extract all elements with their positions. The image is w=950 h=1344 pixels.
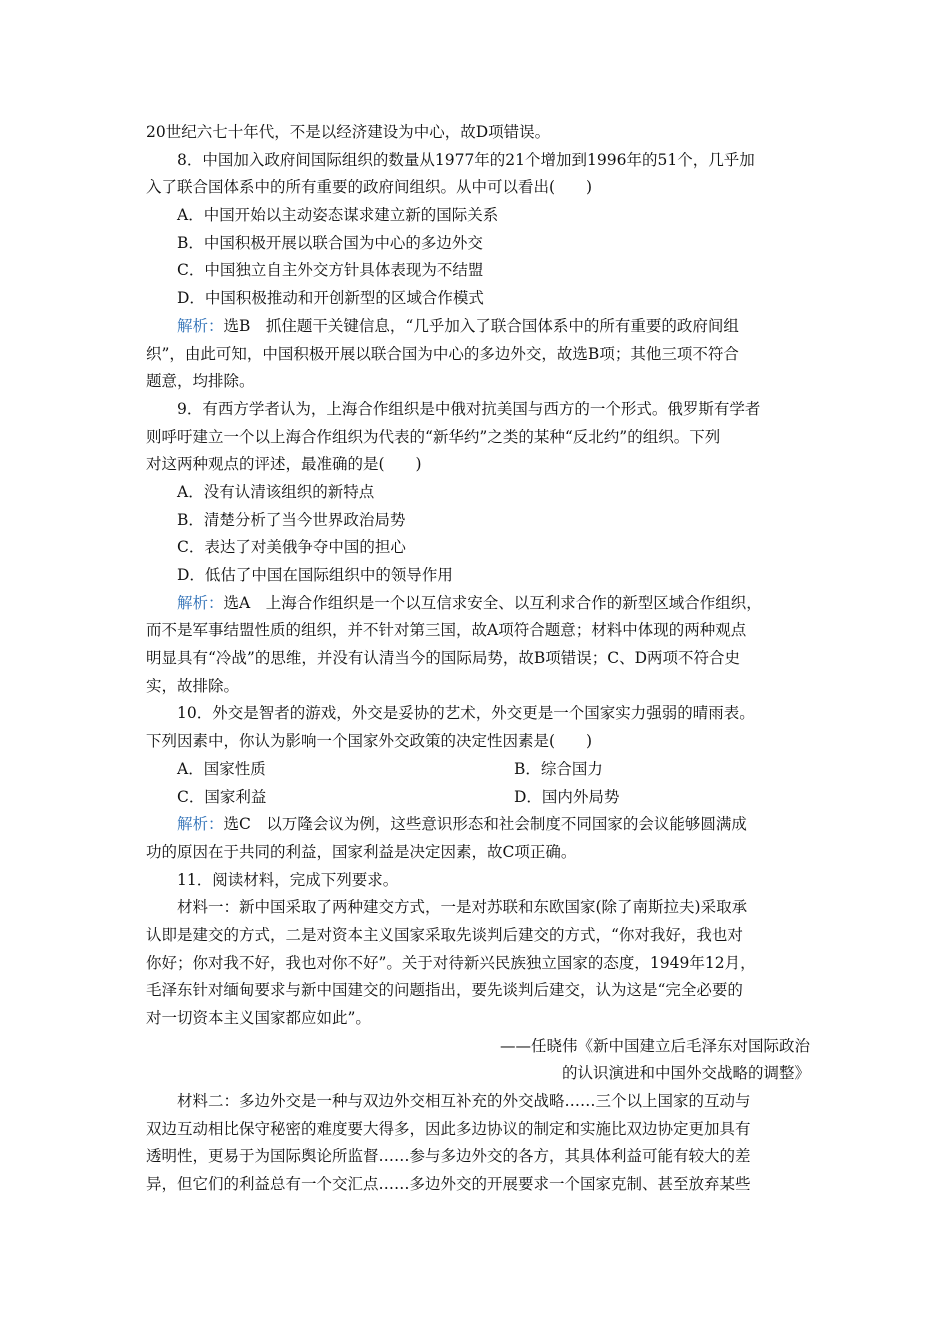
q8-option-c: C．中国独立自主外交方针具体表现为不结盟 [177, 261, 484, 280]
question-8 [146, 147, 814, 396]
q11-material-1-line: 材料一：新中国采取了两种建交方式，一是对苏联和东欧国家(除了南斯拉夫)采取承 [177, 898, 748, 917]
q10-option-d: D．国内外局势 [514, 787, 620, 806]
q9-option-a: A．没有认清该组织的新特点 [177, 482, 375, 501]
document-page [146, 119, 814, 1199]
q11-material-1-source: ——任晓伟《新中国建立后毛泽东对国际政治 [499, 1036, 810, 1055]
q9-analysis-text: 选A 上海合作组织是一个以互信求安全、以互利求合作的新型区域合作组织， [223, 593, 762, 612]
analysis-label: 解析： [177, 815, 224, 834]
q8-analysis-line [146, 313, 814, 341]
q9-analysis-line: 实，故排除。 [146, 676, 240, 695]
q8-analysis-line: 题意，均排除。 [146, 372, 255, 391]
question-11 [146, 867, 814, 1199]
q10-stem-line: 10．外交是智者的游戏，外交是妥协的艺术，外交更是一个国家实力强弱的晴雨表。 [177, 704, 755, 723]
q8-stem-line: 入了联合国体系中的所有重要的政府间组织。从中可以看出( ) [146, 178, 593, 197]
q10-options-row [146, 784, 814, 812]
q10-analysis-text: 选C 以万隆会议为例，这些意识形态和社会制度不同国家的会议能够圆满成 [223, 815, 747, 834]
q11-material-2-line: 透明性，更易于为国际舆论所监督……参与多边外交的各方，其具体利益可能有较大的差 [146, 1147, 751, 1166]
q11-material-2-line: 双边互动相比保守秘密的难度要大得多，因此多边协议的制定和实施比双边协定更加具有 [146, 1119, 751, 1138]
q10-option-b: B．综合国力 [514, 759, 603, 778]
analysis-label: 解析： [177, 593, 224, 612]
q9-analysis-line: 明显具有“冷战”的思维，并没有认清当今的国际局势，故B项错误；C、D两项不符合史 [146, 649, 741, 668]
q9-stem-line: 则呼吁建立一个以上海合作组织为代表的“新华约”之类的某种“反北约”的组织。下列 [146, 427, 721, 446]
q9-stem-line: 对这两种观点的评述，最准确的是( ) [146, 455, 422, 474]
q9-option-d: D．低估了中国在国际组织中的领导作用 [177, 566, 453, 584]
question-9 [146, 396, 814, 701]
q11-material-2-line: 异，但它们的利益总有一个交汇点……多边外交的开展要求一个国家克制、甚至放弃某些 [146, 1175, 751, 1194]
q11-material-1-line: 对一切资本主义国家都应如此”。 [146, 1009, 371, 1027]
q11-material-1-line: 认即是建交的方式，二是对资本主义国家采取先谈判后建交的方式，“你对我好，我也对 [146, 925, 743, 944]
q10-analysis-line [146, 811, 814, 839]
q11-stem: 11．阅读材料，完成下列要求。 [177, 870, 399, 889]
q10-option-a: A．国家性质 [177, 759, 266, 778]
q8-option-b: B．中国积极开展以联合国为中心的多边外交 [177, 233, 483, 252]
q8-option-a: A．中国开始以主动姿态谋求建立新的国际关系 [177, 206, 499, 225]
q11-material-1-line: 毛泽东针对缅甸要求与新中国建交的问题指出，要先谈判后建交，认为这是“完全必要的 [146, 981, 743, 1000]
q9-option-c: C．表达了对美俄争夺中国的担心 [177, 538, 406, 557]
q9-analysis-line: 而不是军事结盟性质的组织，并不针对第三国，故A项符合题意；材料中体现的两种观点 [146, 621, 747, 640]
q8-option-d: D．中国积极推动和开创新型的区域合作模式 [177, 289, 484, 308]
q10-stem-line: 下列因素中，你认为影响一个国家外交政策的决定性因素是( ) [146, 732, 593, 751]
q8-stem-line: 8．中国加入政府间国际组织的数量从1977年的21个增加到1996年的51个，几乎加 [177, 150, 755, 169]
analysis-label: 解析： [177, 316, 224, 335]
q11-material-1-line: 你好；你对我不好，我也对你不好”。关于对待新兴民族独立国家的态度，1949年12月， [146, 953, 756, 972]
q8-analysis-line: 织”，由此可知，中国积极开展以联合国为中心的多边外交，故选B项；其他三项不符合 [146, 344, 739, 363]
q9-analysis-line [146, 590, 814, 618]
q8-analysis-text: 选B 抓住题干关键信息，“几乎加入了联合国体系中的所有重要的政府间组 [223, 316, 739, 335]
q10-analysis-line: 功的原因在于共同的利益，国家利益是决定因素，故C项正确。 [146, 842, 577, 861]
q10-options-row [146, 756, 814, 784]
q10-option-c: C．国家利益 [177, 787, 267, 806]
q7-analysis-tail: 20世纪六七十年代，不是以经济建设为中心，故D项错误。 [146, 123, 551, 141]
q11-material-2-line: 材料二：多边外交是一种与双边外交相互补充的外交战略……三个以上国家的互动与 [177, 1092, 751, 1111]
q9-stem-line: 9．有西方学者认为，上海合作组织是中俄对抗美国与西方的一个形式。俄罗斯有学者 [177, 399, 761, 418]
q11-material-1-source: 的认识演进和中国外交战略的调整》 [561, 1064, 810, 1083]
question-10 [146, 700, 814, 866]
q9-option-b: B．清楚分析了当今世界政治局势 [177, 510, 406, 529]
